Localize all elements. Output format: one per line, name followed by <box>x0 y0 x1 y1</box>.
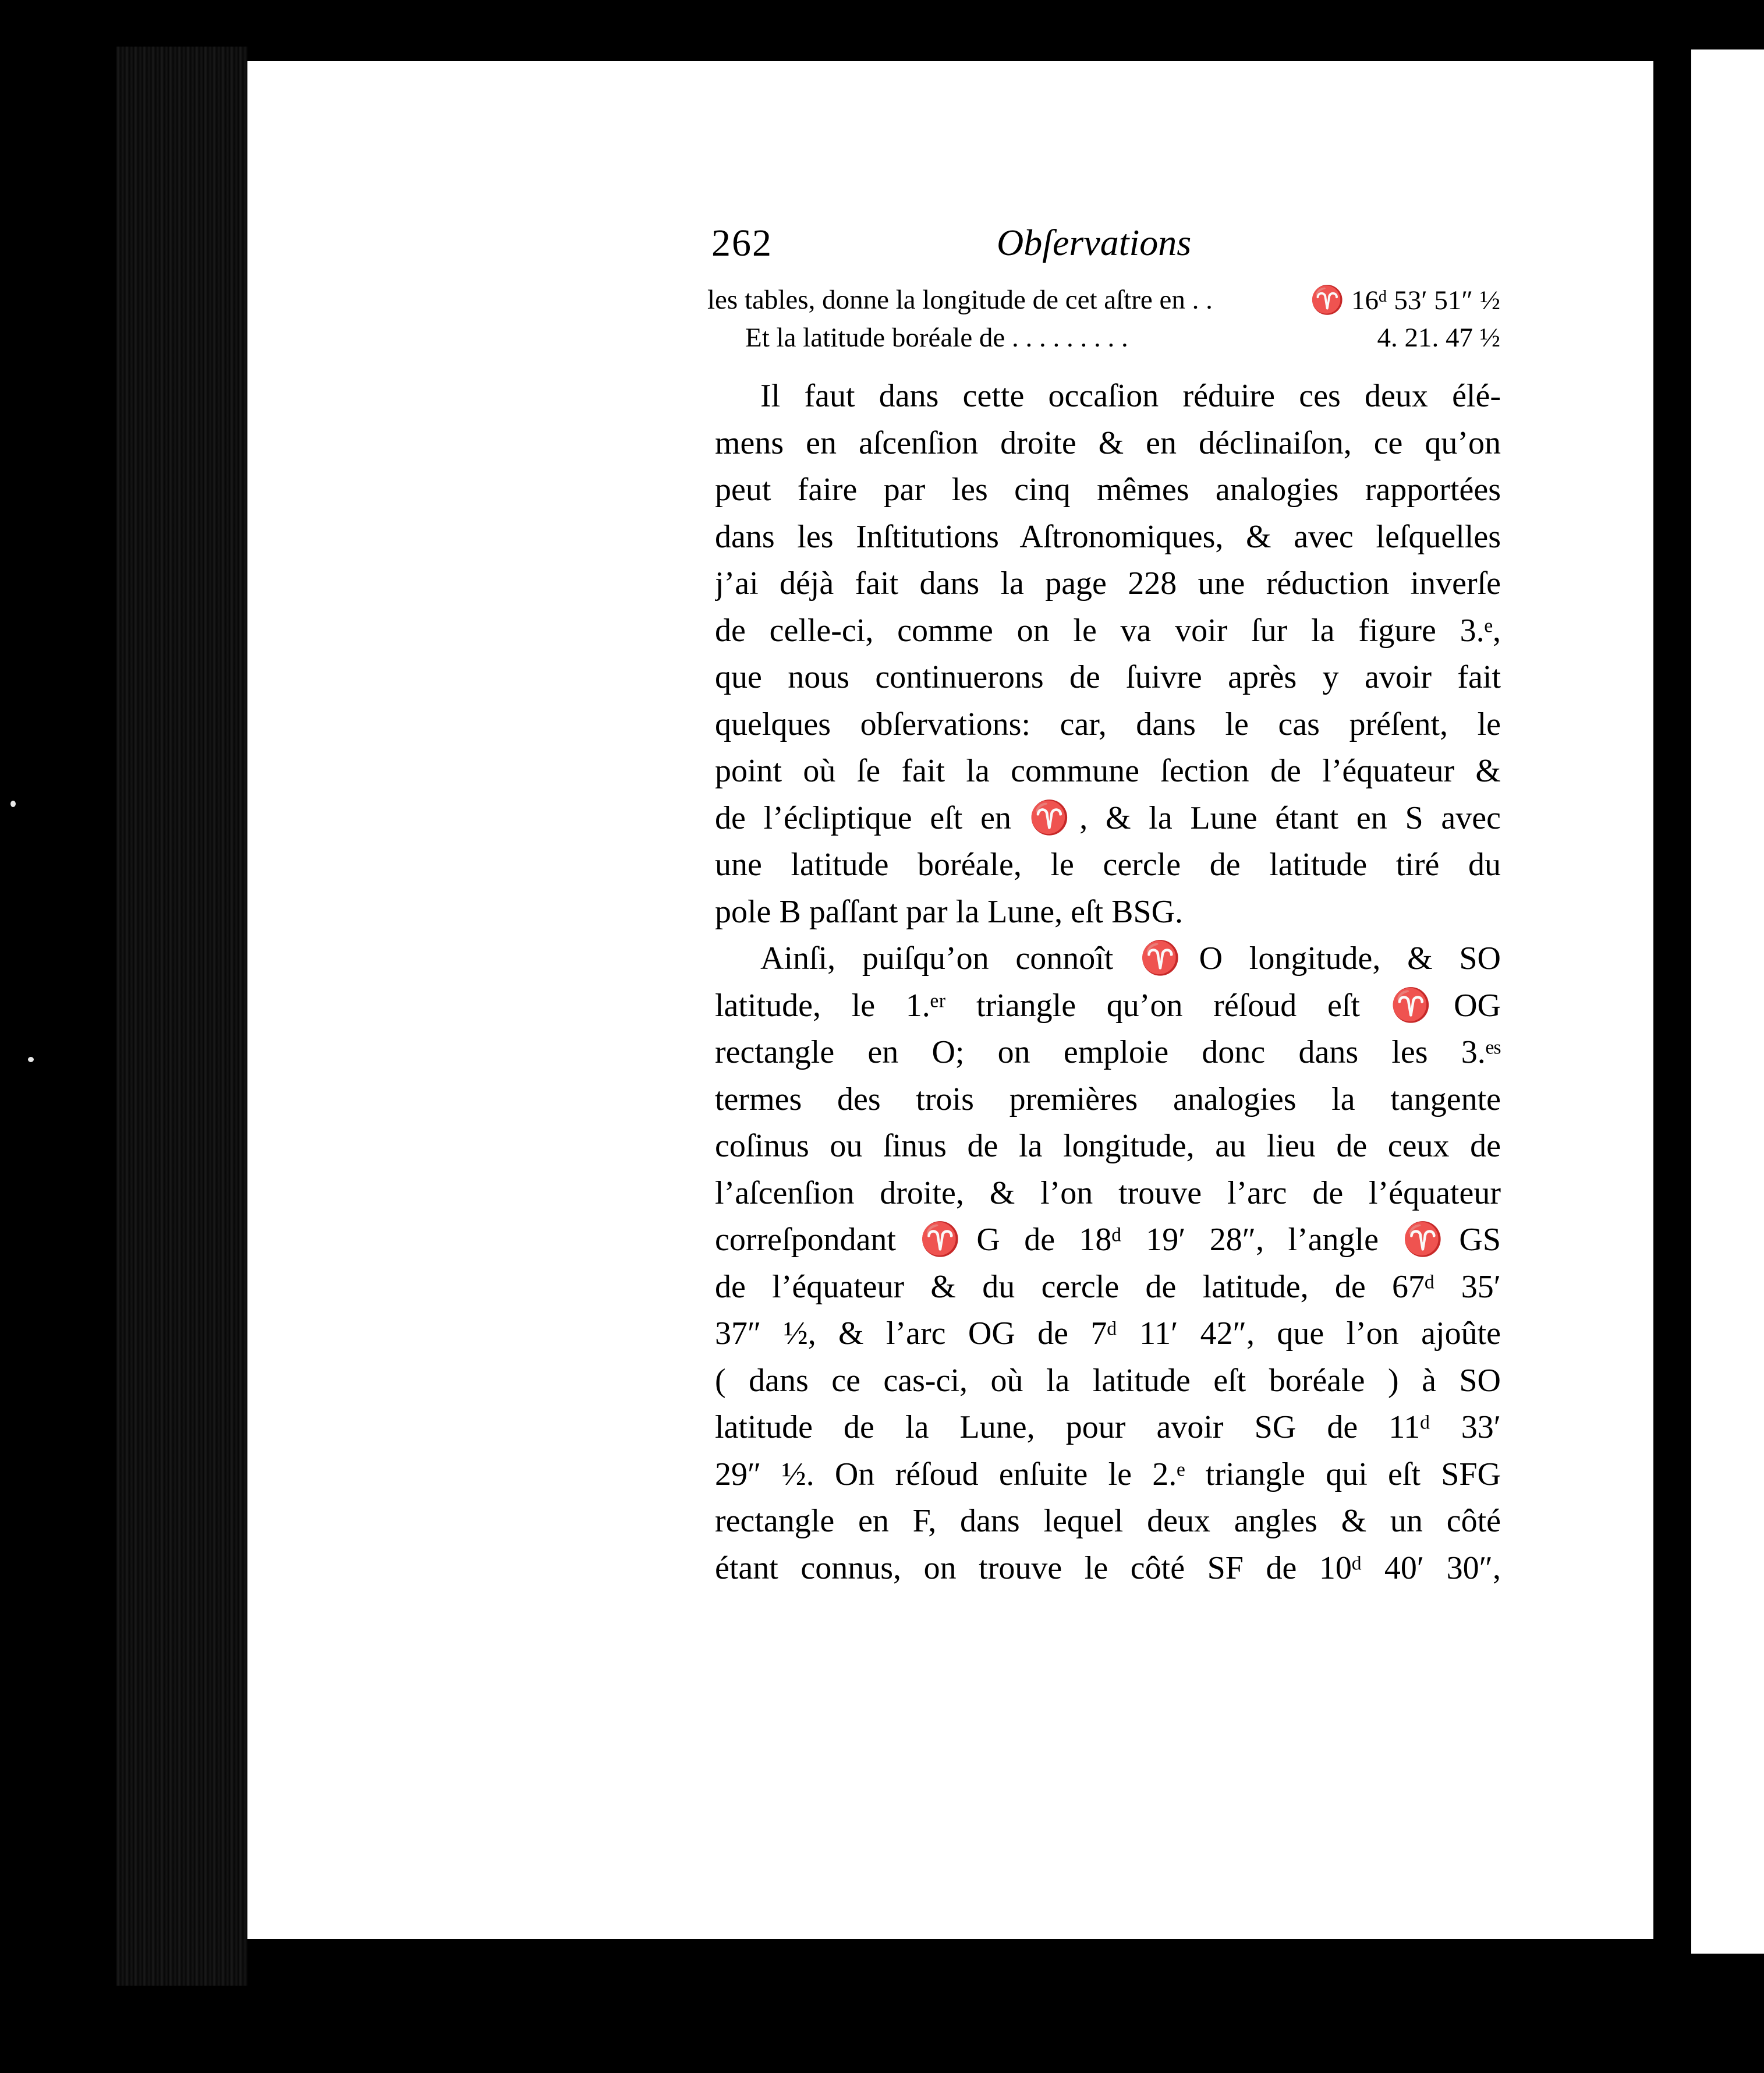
text-line: de l’écliptique eſt en ♈, & la Lune étant en S avec <box>715 800 1501 836</box>
text-line: Il faut dans cette occaſion réduire ces deux élé- <box>760 378 1501 414</box>
text-line: Ainſi, puiſqu’on connoît ♈O longitude, & SO <box>760 940 1501 977</box>
body-text <box>715 373 1501 1591</box>
entry-value: ♈ 16ᵈ 53′ 51″ ½ <box>1310 285 1500 316</box>
text-line: rectangle en F, dans lequel deux angles & un côté <box>715 1503 1501 1539</box>
text-line: pole B paſſant par la Lune, eſt BSG. <box>715 893 1184 930</box>
text-line: j’ai déjà fait dans la page 228 une réduction inverſe <box>715 565 1501 602</box>
scan-speck <box>10 801 16 807</box>
text-line: 37″ ½, & l’arc OG de 7ᵈ 11′ 42″, que l’on ajoûte <box>715 1315 1501 1352</box>
text-line: étant connus, on trouve le côté SF de 10ᵈ 40′ 30″, <box>715 1550 1501 1586</box>
entry-label: les tables, donne la longitude de cet aſtre en . . <box>707 285 1213 315</box>
entry-label: Et la latitude boréale de . . . . . . . . . <box>745 323 1128 353</box>
running-title: Obſervations <box>997 222 1192 263</box>
entry-value: 4. 21. 47 ½ <box>1377 323 1500 353</box>
text-line: coſinus ou ſinus de la longitude, au lieu de ceux de <box>715 1128 1501 1164</box>
text-line: rectangle en O; on emploie donc dans les 3.ᵉˢ <box>715 1034 1501 1070</box>
text-line: ( dans ce cas-ci, où la latitude eſt boréale ) à SO <box>715 1362 1501 1399</box>
text-line: l’aſcenſion droite, & l’on trouve l’arc de l’équateur <box>715 1175 1501 1211</box>
text-line: dans les Inſtitutions Aſtronomiques, & avec leſquelles <box>715 518 1501 555</box>
text-line: latitude de la Lune, pour avoir SG de 11ᵈ 33′ <box>715 1409 1501 1445</box>
text-line: termes des trois premières analogies la tangente <box>715 1081 1501 1117</box>
next-page-edge <box>1691 49 1764 1954</box>
text-line: mens en aſcenſion droite & en déclinaiſon, ce qu’on <box>715 424 1501 461</box>
text-line: quelques obſervations: car, dans le cas préſent, le <box>715 706 1501 742</box>
table-entry-longitude <box>707 284 1500 319</box>
scan-speck <box>28 1057 34 1062</box>
paragraph <box>715 935 1501 1591</box>
text-line: correſpondant ♈G de 18ᵈ 19′ 28″, l’angle ♈GS <box>715 1222 1501 1258</box>
text-line: 29″ ½. On réſoud enſuite le 2.ᵉ triangle qui eſt SFG <box>715 1456 1501 1492</box>
running-header <box>711 221 1500 274</box>
text-line: de l’équateur & du cercle de latitude, de 67ᵈ 35′ <box>715 1268 1501 1305</box>
text-line: une latitude boréale, le cercle de latitude tiré du <box>715 847 1501 883</box>
text-line: de celle-ci, comme on le va voir ſur la figure 3.ᵉ, <box>715 612 1501 649</box>
text-line: peut faire par les cinq mêmes analogies rapportées <box>715 472 1501 508</box>
paragraph <box>715 373 1501 935</box>
text-line: que nous continuerons de ſuivre après y avoir fait <box>715 659 1501 695</box>
page-number: 262 <box>711 222 773 264</box>
text-line: latitude, le 1.ᵉʳ triangle qu’on réſoud eſt ♈OG <box>715 987 1501 1024</box>
text-line: point où ſe fait la commune ſection de l’équateur & <box>715 753 1501 789</box>
table-entry-latitude <box>745 322 1500 357</box>
book-binding <box>116 47 247 1986</box>
